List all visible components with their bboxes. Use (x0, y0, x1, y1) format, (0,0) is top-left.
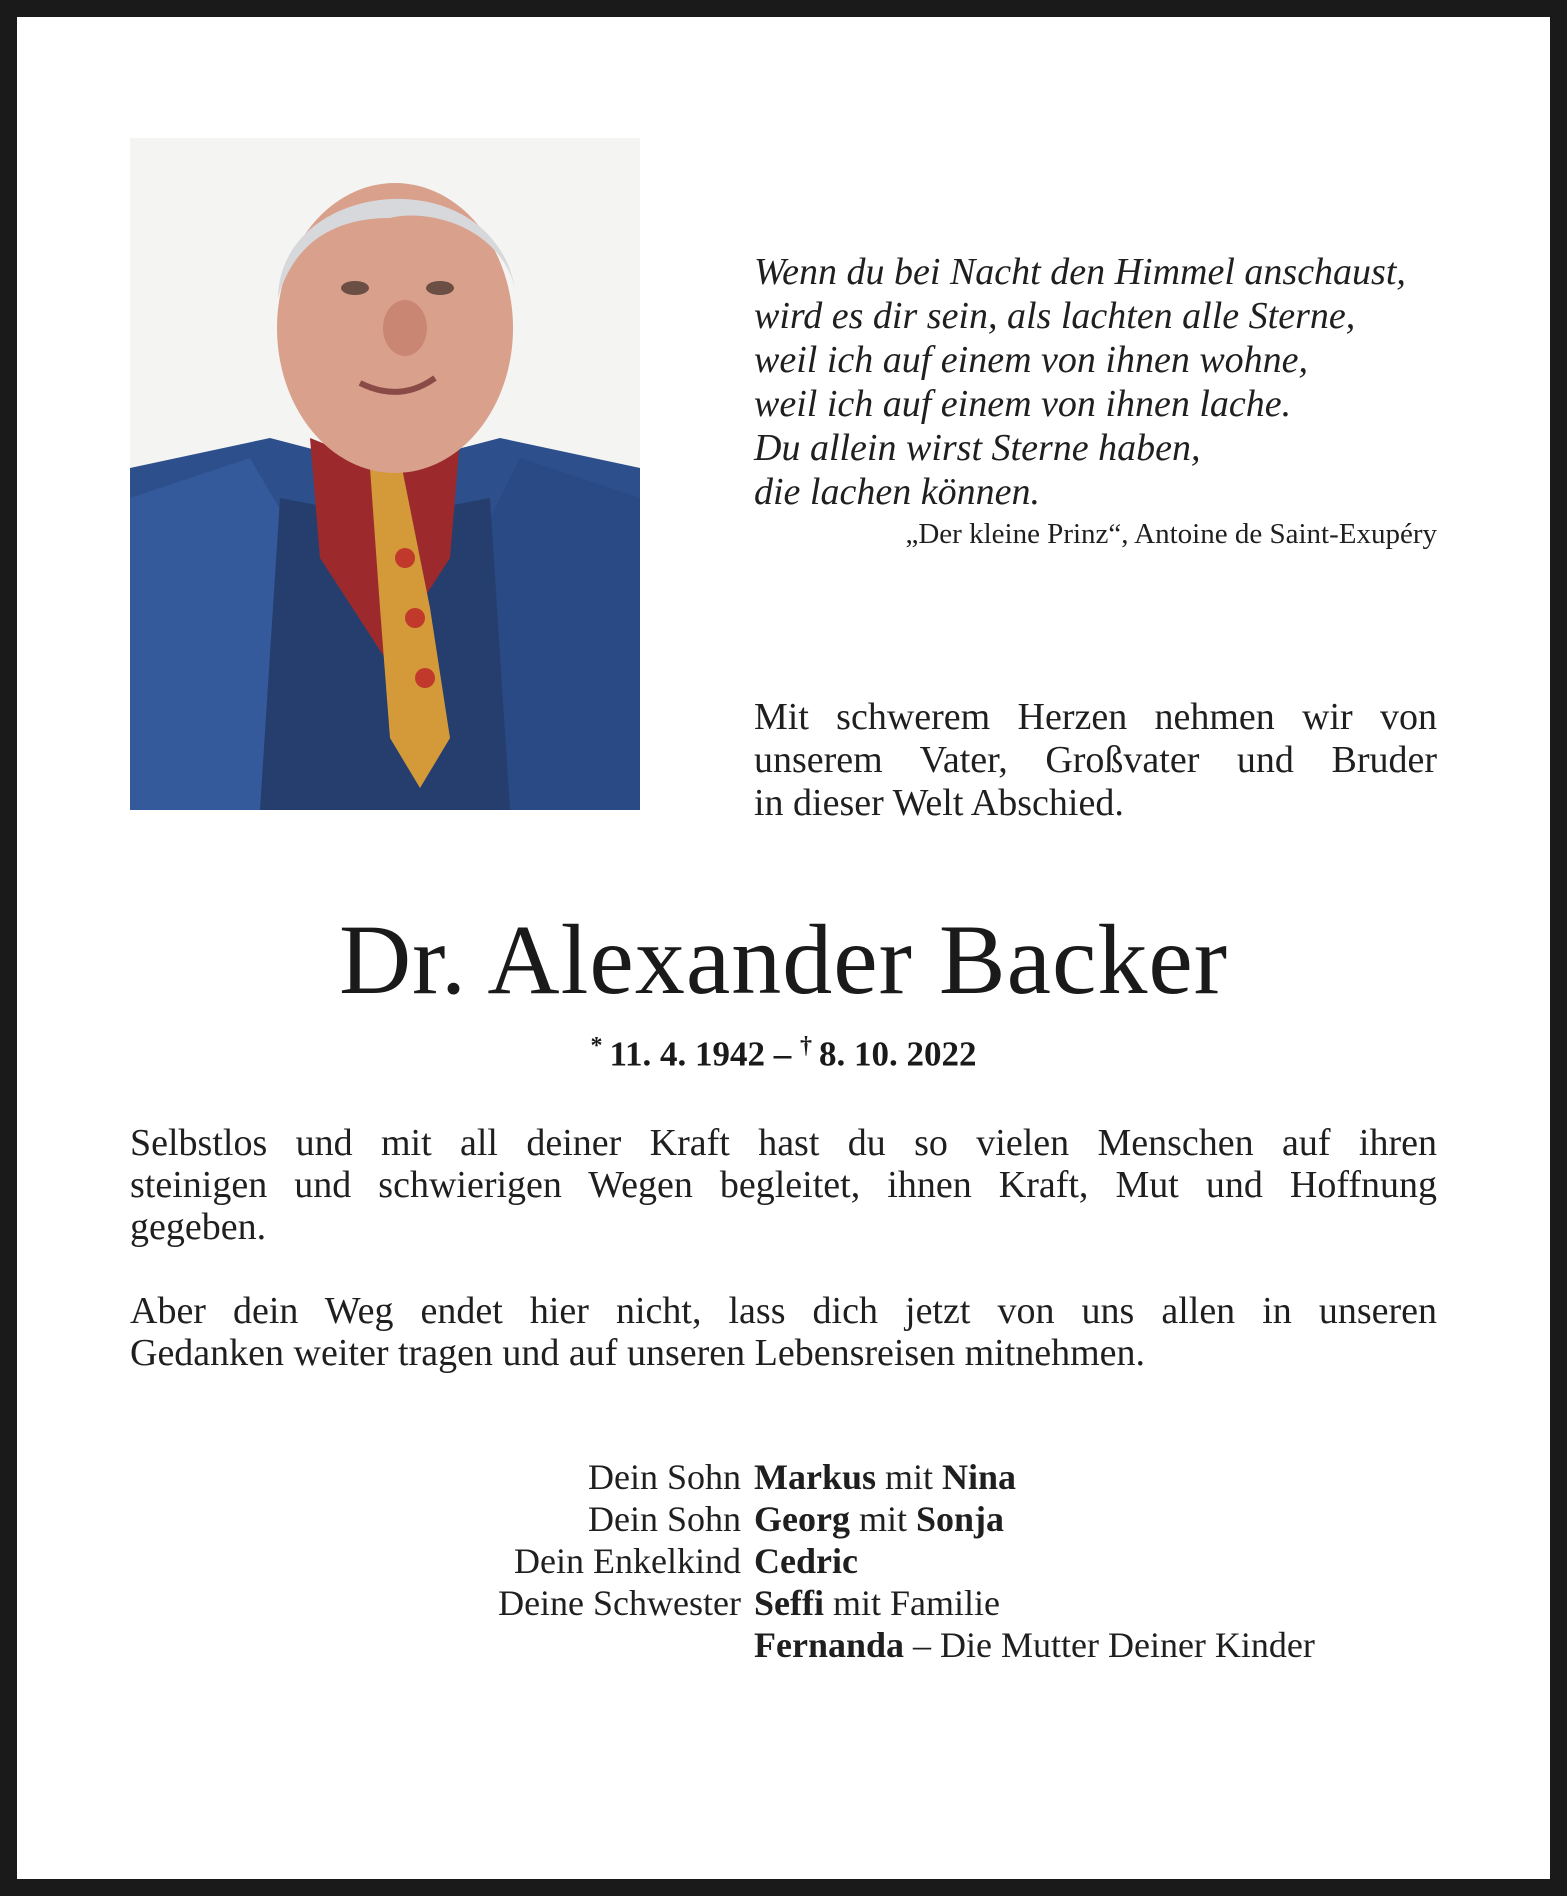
mourner-row (0, 1498, 1567, 1540)
paragraph-line: Aber dein Weg endet hier nicht, lass dich jetzt von uns allen in unseren (130, 1290, 1437, 1332)
paragraph-line: Selbstlos und mit all deiner Kraft hast du so vielen Menschen auf ihren (130, 1122, 1437, 1164)
mourner-name: Georg (754, 1499, 850, 1539)
mourner-names (754, 1456, 1016, 1498)
paragraph-line: Gedanken weiter tragen und auf unseren Lebensreisen mitnehmen. (130, 1332, 1146, 1374)
mourner-names (754, 1624, 1315, 1666)
birth-date: 11. 4. 1942 (609, 1034, 766, 1074)
mourner-joiner: mit (876, 1457, 943, 1497)
mourner-names (754, 1540, 858, 1582)
mourner-row (0, 1582, 1567, 1624)
mourner-name: Nina (942, 1457, 1017, 1497)
death-symbol: † (800, 1033, 813, 1059)
paragraph-line: gegeben. (130, 1206, 267, 1248)
mourner-names (754, 1582, 1000, 1624)
farewell-line: Mit schwerem Herzen nehmen wir von (754, 696, 1437, 738)
quote-line: wird es dir sein, als lachten alle Sterne, (754, 295, 1356, 337)
mourner-name: Sonja (915, 1499, 1005, 1539)
mourner-row (0, 1624, 1567, 1666)
tribute-paragraph (130, 1122, 1437, 1248)
mourner-relation: Dein Sohn (588, 1457, 741, 1497)
portrait-illustration (130, 138, 640, 810)
mourner-row (0, 1456, 1567, 1498)
quote-line: weil ich auf einem von ihnen lache. (754, 383, 1292, 425)
date-separator: – (765, 1034, 801, 1074)
paragraph-line: steinigen und schwierigen Wegen begleitet, ihnen Kraft, Mut und Hoffnung (130, 1164, 1437, 1206)
death-date: 8. 10. 2022 (819, 1034, 977, 1074)
poem-quote (754, 250, 1444, 514)
mourner-name: Cedric (754, 1541, 858, 1581)
life-dates (0, 1033, 1567, 1075)
quote-line: weil ich auf einem von ihnen wohne, (754, 339, 1309, 381)
mourner-relation: Dein Sohn (588, 1499, 741, 1539)
mourner-relation: Deine Schwester (498, 1583, 741, 1623)
mourner-name: Markus (754, 1457, 877, 1497)
mourner-name: Seffi (754, 1583, 824, 1623)
mourner-joiner: mit Familie (823, 1583, 1000, 1623)
farewell-line: unserem Vater, Großvater und Bruder (754, 739, 1437, 781)
birth-symbol: * (590, 1033, 603, 1059)
quote-line: Du allein wirst Sterne haben, (754, 427, 1201, 469)
quote-line: Wenn du bei Nacht den Himmel anschaust, (754, 251, 1406, 293)
mourner-row (0, 1540, 1567, 1582)
mourners-list (0, 1456, 1567, 1666)
mourner-names (754, 1498, 1004, 1540)
mourner-joiner: mit (849, 1499, 916, 1539)
mourner-name: Fernanda (754, 1625, 905, 1665)
mourner-relation: Dein Enkelkind (514, 1541, 741, 1581)
farewell-line: in dieser Welt Abschied. (754, 782, 1124, 824)
tribute-paragraph (130, 1290, 1437, 1374)
farewell-text (754, 696, 1437, 825)
quote-line: die lachen können. (754, 471, 1040, 513)
portrait-photo (130, 138, 640, 810)
mourner-joiner: – Die Mutter Deiner Kinder (904, 1625, 1315, 1665)
quote-attribution: „Der kleine Prinz“, Antoine de Saint-Exupéry (905, 518, 1437, 550)
deceased-name: Dr. Alexander Backer (338, 904, 1229, 1015)
